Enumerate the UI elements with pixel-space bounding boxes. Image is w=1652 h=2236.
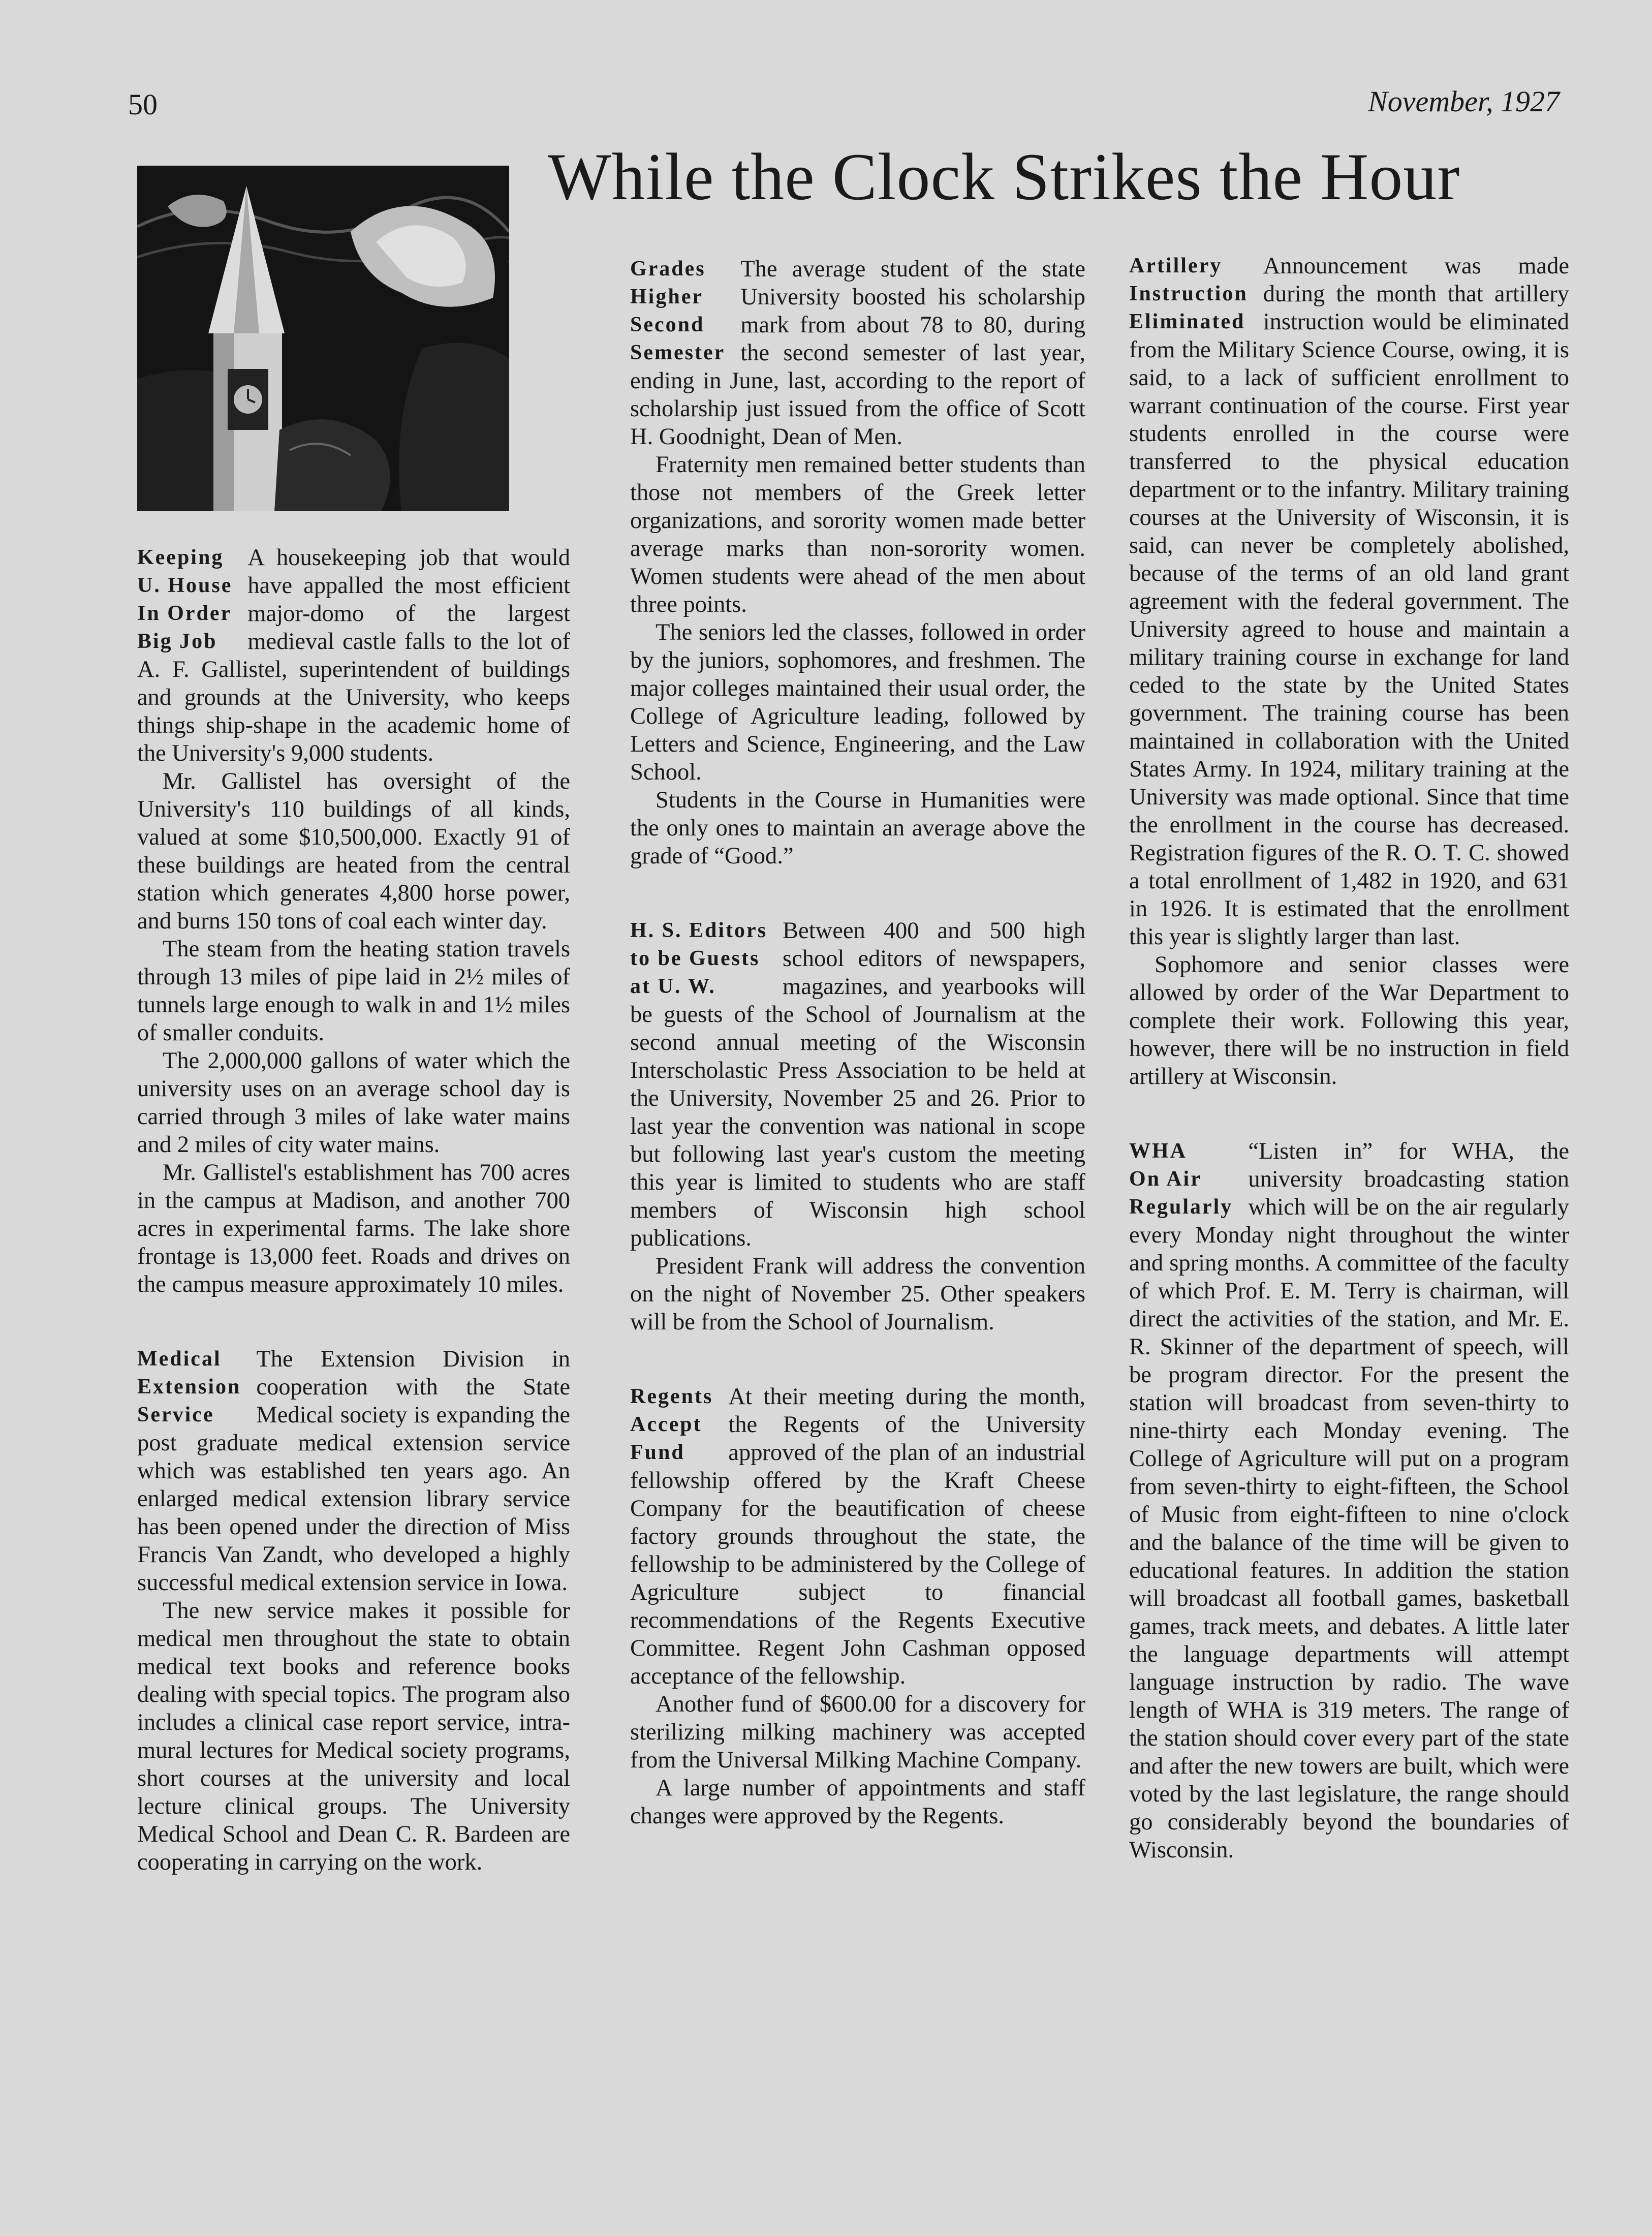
paragraph: “Listen in” for WHA, the university broadcasting station which will be on the air regularly every Monday night throughout the winter and spring months. A committee of the faculty of which Prof. E. M. Terry is chairman, will direct the activities of the station, and Mr. E. R. Skinner of the department of speech, will be program director. For the present the station will broadcast from seven-thirty to nine-thirty each Monday evening. The College of Agriculture will put on a program from seven-thirty to eight-fifteen, the School of Music from eight-fifteen to nine o'clock and the balance of the time will be given to educational features. In addition the station will broadcast all football games, basketball games, track meets, and debates. A little later the language departments will attempt language instruction by radio. The wave length of WHA is 319 meters. The range of the station should cover every part of the state and after the new towers are built, which were voted by the last legislature, the range should go considerably beyond the boundaries of Wisconsin. [1129,1138,1569,1863]
article-heading: Grades Higher Second Semester [630,257,726,364]
paragraph: The steam from the heating station travels through 13 miles of pipe laid in 2½ miles of tunnels large enough to walk in and 1½ miles of smaller conduits. [137,936,570,1046]
paragraph: Announcement was made during the month that artillery instruction would be eliminated from the Military Science Course, owing, it is said, to a lack of sufficient enrollment to warrant continuation of the course. First year students enrolled in the course were transferred to the physical education department or to the infantry. Military training courses at the University of Wisconsin, it is said, can never be completely abolished, because of the terms of an old land grant agreement with the federal government. The University agreed to house and maintain a military training course in exchange for land ceded to the state by the United States government. The training course has been maintained in collaboration with the United States Army. In 1924, military training at the University was made optional. Since that time the enrollment in the course has decreased. Registration figures of the R. O. T. C. showed a total enrollment of 1,482 in 1920, and 631 in 1926. It is estimated that the enrollment this year is slightly larger than last. [1129,253,1569,950]
clock-tower-icon [137,166,509,511]
paragraph: Mr. Gallistel's establishment has 700 acres in the campus at Madison, and another 700 acres in experimental farms. The lake shore frontage is 13,000 feet. Roads and drives on the campus measure approximately 10 miles. [137,1160,570,1297]
paragraph: Another fund of $600.00 for a discovery for sterilizing milking machinery was accepted from the Universal Milking Machine Company. [630,1691,1085,1773]
paragraph: The average student of the state University boosted his scholarship mark from about 78 to 80, during the second semester of last year, ending in June, last, according to the report of scholarship just issued from the office of Scott H. Goodnight, Dean of Men. [630,256,1085,450]
clock-tower-woodcut-illustration [137,166,509,511]
article-medical-extension [137,1345,570,1876]
column-2 [630,255,1085,1877]
paragraph: A housekeeping job that would have appalled the most efficient major-domo of the largest medieval castle falls to the lot of A. F. Gallistel, superintendent of buildings and grounds at the University, who keeps things ship-shape in the academic home of the University's 9,000 students. [137,545,570,766]
article-hs-editors [630,917,1085,1336]
paragraph: The new service makes it possible for medical men throughout the state to obtain medical text books and reference books dealing with special topics. The program also includes a clinical case report service, intra-mural lectures for Medical society programs, short courses at the university and local lecture clinical groups. The University Medical School and Dean C. R. Bardeen are cooperating in carrying on the work. [137,1598,570,1875]
article-heading: Medical Extension Service [137,1347,241,1426]
article-artillery [1129,252,1569,1091]
paragraph: Students in the Course in Humanities were the only ones to maintain an average above the grade of “Good.” [630,787,1085,869]
article-heading: Keeping U. House In Order Big Job [137,546,233,653]
page-title: While the Clock Strikes the Hour [548,139,1460,214]
paragraph: The seniors led the classes, followed in order by the juniors, sophomores, and freshmen. The major colleges maintained their usual order, the College of Agriculture leading, followed by Letters and Science, Engineering, and the Law School. [630,619,1085,785]
article-heading: Artillery Instruction Eliminated [1129,254,1248,333]
article-heading: Regents Accept Fund [630,1385,713,1464]
issue-date: November, 1927 [1368,85,1560,118]
paragraph: A large number of appointments and staff changes were approved by the Regents. [630,1775,1085,1829]
paragraph: At their meeting during the month, the Regents of the University approved of the plan of an industrial fellowship offered by the Kraft Cheese Company for the beautification of cheese factory grounds throughout the state, the fellowship to be administered by the College of Agriculture subject to financial recommendations of the Regents Executive Committee. Regent John Cashman opposed acceptance of the fellowship. [630,1384,1085,1689]
paragraph: The 2,000,000 gallons of water which the university uses on an average school day is carried through 3 miles of lake water mains and 2 miles of city water mains. [137,1048,570,1158]
paragraph: The Extension Division in cooperation with the State Medical society is expanding the post graduate medical extension service which was established ten years ago. An enlarged medical extension library service has been opened under the direction of Miss Francis Van Zandt, who developed a highly successful medical extension service in Iowa. [137,1346,570,1596]
paragraph: Fraternity men remained better students than those not members of the Greek letter organizations, and sorority women made better average marks than non-sorority women. Women students were ahead of the men about three points. [630,452,1085,617]
article-keeping-house [137,544,570,1298]
article-heading: WHA On Air Regularly [1129,1139,1233,1219]
article-wha-radio [1129,1137,1569,1864]
article-grades-higher [630,255,1085,870]
article-heading: H. S. Editors to be Guests at U. W. [630,919,768,998]
paragraph: Between 400 and 500 high school editors of newspapers, magazines, and yearbooks will be guests of the School of Journalism at the second annual meeting of the Wisconsin Interscholastic Press Association to be held at the University, November 25 and 26. Prior to last year the convention was national in scope but following last year's custom the meeting this year is limited to students who are staff members of Wisconsin high school publications. [630,918,1085,1251]
paragraph: President Frank will address the convention on the night of November 25. Other speakers will be from the School of Journalism. [630,1253,1085,1335]
page-number: 50 [128,88,158,121]
paragraph: Sophomore and senior classes were allowed by order of the War Department to complete their work. Following this year, however, there will be no instruction in field artillery at Wisconsin. [1129,952,1569,1090]
article-regents-fund [630,1383,1085,1830]
column-3 [1129,252,1569,1911]
column-1 [137,544,570,1923]
paragraph: Mr. Gallistel has oversight of the University's 110 buildings of all kinds, valued at some $10,500,000. Exactly 91 of these buildings are heated from the central station which generates 4,800 horse power, and burns 150 tons of coal each winter day. [137,768,570,934]
